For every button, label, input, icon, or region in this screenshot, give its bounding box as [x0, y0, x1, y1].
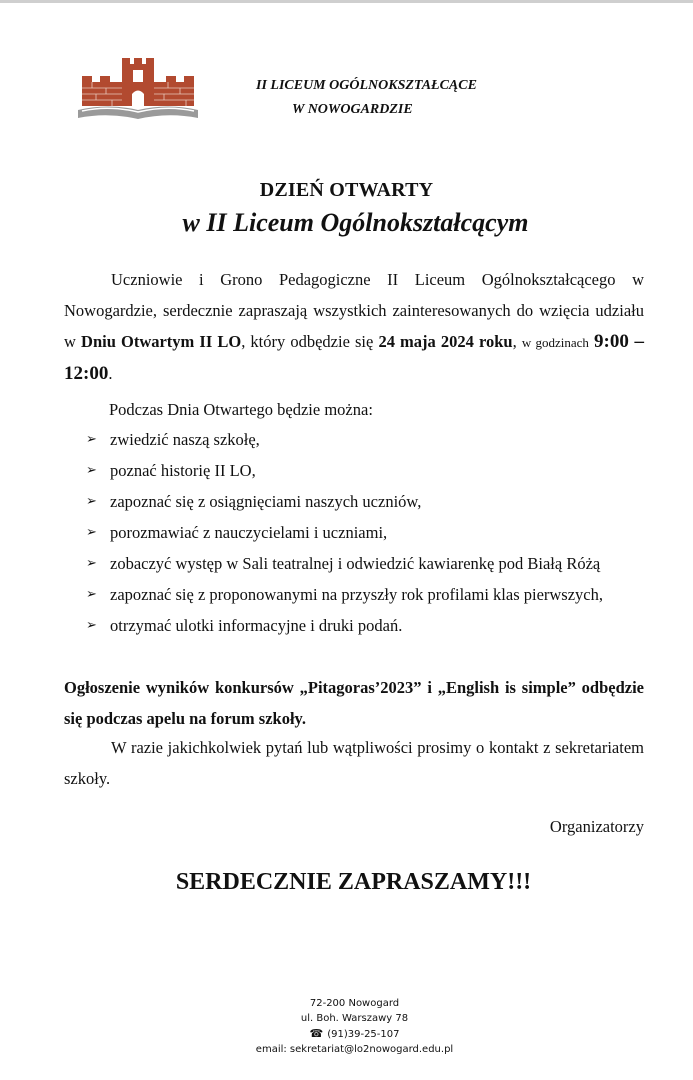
event-name: Dniu Otwartym II LO	[81, 332, 242, 351]
list-intro: Podczas Dnia Otwartego będzie można:	[109, 400, 373, 419]
footer-email: email: sekretariat@lo2nowogard.edu.pl	[255, 1044, 454, 1055]
school-name-line2: W NOWOGARDZIE	[292, 102, 413, 117]
school-name	[256, 74, 516, 122]
list-item: ➢ zapoznać się z proponowanymi na przyszły rok profilami klas pierwszych,	[86, 579, 646, 610]
footer-street: ul. Boh. Warszawy 78	[300, 1013, 409, 1024]
arrowhead-bullet-icon: ➢	[86, 618, 97, 633]
list-item: ➢ zapoznać się z osiągnięciami naszych uczniów,	[86, 486, 646, 517]
footer-phone: ☎ (91)39-25-107	[309, 1027, 400, 1040]
activities-list	[86, 424, 646, 641]
arrowhead-bullet-icon: ➢	[86, 494, 97, 509]
school-name-line1: II LICEUM OGÓLNOKSZTAŁCĄCE	[256, 78, 477, 93]
list-item: ➢ zwiedzić naszą szkołę,	[86, 424, 646, 455]
footer-city: 72-200 Nowogard	[309, 998, 400, 1009]
event-date: 24 maja 2024 roku	[378, 332, 513, 351]
invitation-banner: SERDECZNIE ZAPRASZAMY!!!	[175, 869, 532, 895]
footer-address	[0, 996, 693, 1057]
arrowhead-bullet-icon: ➢	[86, 432, 97, 447]
document-subtitle: w II Liceum Ogólnokształcącym	[182, 208, 529, 237]
list-item: ➢ poznać historię II LO,	[86, 455, 646, 486]
intro-paragraph: Uczniowie i Grono Pedagogiczne II Liceum Ogólnokształcącego w Nowogardzie, serdecznie zapraszają wszystkich zainteresowanych do wzięcia udziału w Dniu Otwartym II LO, który odbędzie się 24 maja 2024 roku, w godzinach 9:00 – 12:00.	[64, 270, 645, 384]
list-item: ➢ otrzymać ulotki informacyjne i druki podań.	[86, 610, 646, 641]
event-hours: 9:00 – 12:00	[64, 331, 645, 384]
school-building-book-logo-icon	[76, 56, 200, 122]
telephone-icon: ☎	[309, 1027, 324, 1040]
contact-note: W razie jakichkolwiek pytań lub wątpliwości prosimy o kontakt z sekretariatem szkoły.	[64, 738, 644, 788]
results-announcement: Ogłoszenie wyników konkursów „Pitagoras’2023” i „English is simple” odbędzie się podczas apelu na forum szkoły.	[64, 678, 644, 728]
list-item: ➢ zobaczyć występ w Sali teatralnej i odwiedzić kawiarenkę pod Białą Różą	[86, 548, 646, 579]
arrowhead-bullet-icon: ➢	[86, 525, 97, 540]
arrowhead-bullet-icon: ➢	[86, 556, 97, 571]
list-item: ➢ porozmawiać z nauczycielami i uczniami,	[86, 517, 646, 548]
organizers-signature: Organizatorzy	[549, 817, 644, 836]
hours-label: w godzinach	[521, 335, 589, 350]
document-title: DZIEŃ OTWARTY	[259, 179, 434, 201]
top-border	[0, 0, 693, 3]
arrowhead-bullet-icon: ➢	[86, 587, 97, 602]
arrowhead-bullet-icon: ➢	[86, 463, 97, 478]
